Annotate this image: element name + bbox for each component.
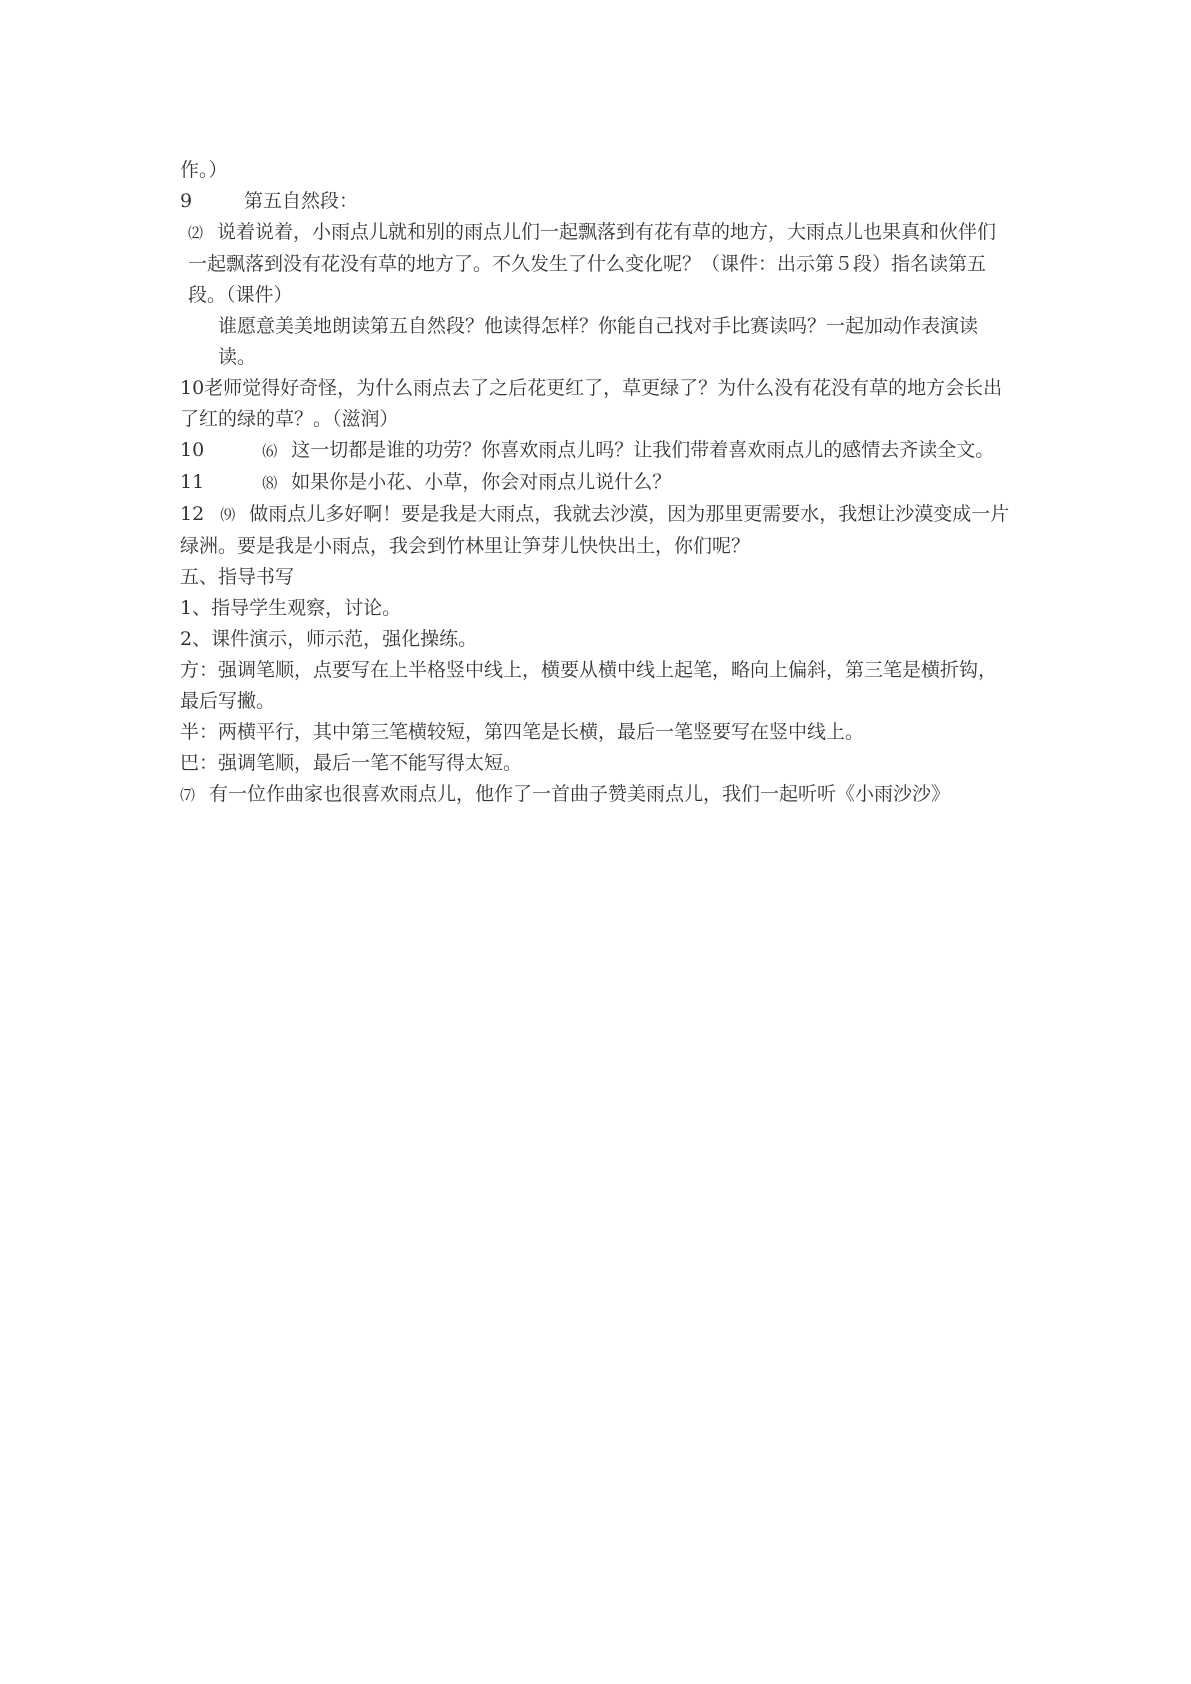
paragraph-continuation <box>180 155 1015 186</box>
text: 有一位作曲家也很喜欢雨点儿，他作了一首曲子赞美雨点儿，我们一起听听《小雨沙沙》 <box>209 783 951 805</box>
text: 这一切都是谁的功劳？你喜欢雨点儿吗？让我们带着喜欢雨点儿的感情去齐读全文。 <box>291 439 995 461</box>
item-marker: ⑵ <box>188 224 204 242</box>
text: 1、指导学生观察，讨论。 <box>180 597 402 619</box>
text: 作。） <box>180 159 228 181</box>
item-marker: ⑹ <box>262 442 278 460</box>
text: 谁愿意美美地朗读第五自然段？他读得怎样？你能自己找对手比赛读吗？一起加动作表演读读。 <box>218 315 979 368</box>
step-number: 11 <box>180 471 205 493</box>
paragraph-step-10 <box>180 435 1015 467</box>
text: 2、课件演示，师示范，强化操练。 <box>180 628 478 650</box>
paragraph-read-aloud <box>180 311 1015 373</box>
text: 第五自然段： <box>244 190 359 212</box>
item-marker: ⑼ <box>220 506 236 524</box>
paragraph-step-12 <box>180 499 1015 562</box>
text: 半：两横平行，其中第三笔横较短，第四笔是长横，最后一笔竖要写在竖中线上。 <box>180 721 865 743</box>
paragraph-step-9 <box>180 186 1015 217</box>
step-number: 9 <box>180 190 193 212</box>
paragraph-step-11 <box>180 467 1015 499</box>
character-note-ban <box>180 717 1015 748</box>
text: 说着说着，小雨点儿就和别的雨点儿们一起飘落到有花有草的地方，大雨点儿也果真和伙伴们一起飘落到没有花没有草的地方了。不久发生了什么变化呢？（课件：出示第５段）指名读第五段。（课件） <box>188 221 997 306</box>
section-heading <box>180 562 1015 593</box>
character-note-fang <box>180 655 1015 717</box>
text: 做雨点儿多好啊！要是我是大雨点，我就去沙漠，因为那里更需要水，我想让沙漠变成一片绿洲。要是我是小雨点，我会到竹林里让笋芽儿快快出土，你们呢？ <box>180 503 1010 557</box>
document-body <box>180 155 1015 811</box>
text: 五、指导书写 <box>180 566 295 588</box>
text: 如果你是小花、小草，你会对雨点儿说什么？ <box>291 471 672 493</box>
paragraph-item-2 <box>180 217 1015 311</box>
step-number: 12 <box>180 503 205 525</box>
text: 方：强调笔顺，点要写在上半格竖中线上，横要从横中线上起笔，略向上偏斜，第三笔是横折钩，最后写撇。 <box>180 659 998 712</box>
text: 10老师觉得好奇怪，为什么雨点去了之后花更红了，草更绿了？为什么没有花没有草的地方会长出了红的绿的草？。（滋润） <box>180 377 1003 430</box>
list-item <box>180 593 1015 624</box>
item-marker: ⑺ <box>180 786 196 804</box>
character-note-ba <box>180 748 1015 779</box>
step-number: 10 <box>180 439 205 461</box>
item-marker: ⑻ <box>262 474 278 492</box>
text: 巴：强调笔顺，最后一笔不能写得太短。 <box>180 752 523 774</box>
paragraph-step-10-question <box>180 373 1015 435</box>
paragraph-item-7 <box>180 779 1015 811</box>
list-item <box>180 624 1015 655</box>
